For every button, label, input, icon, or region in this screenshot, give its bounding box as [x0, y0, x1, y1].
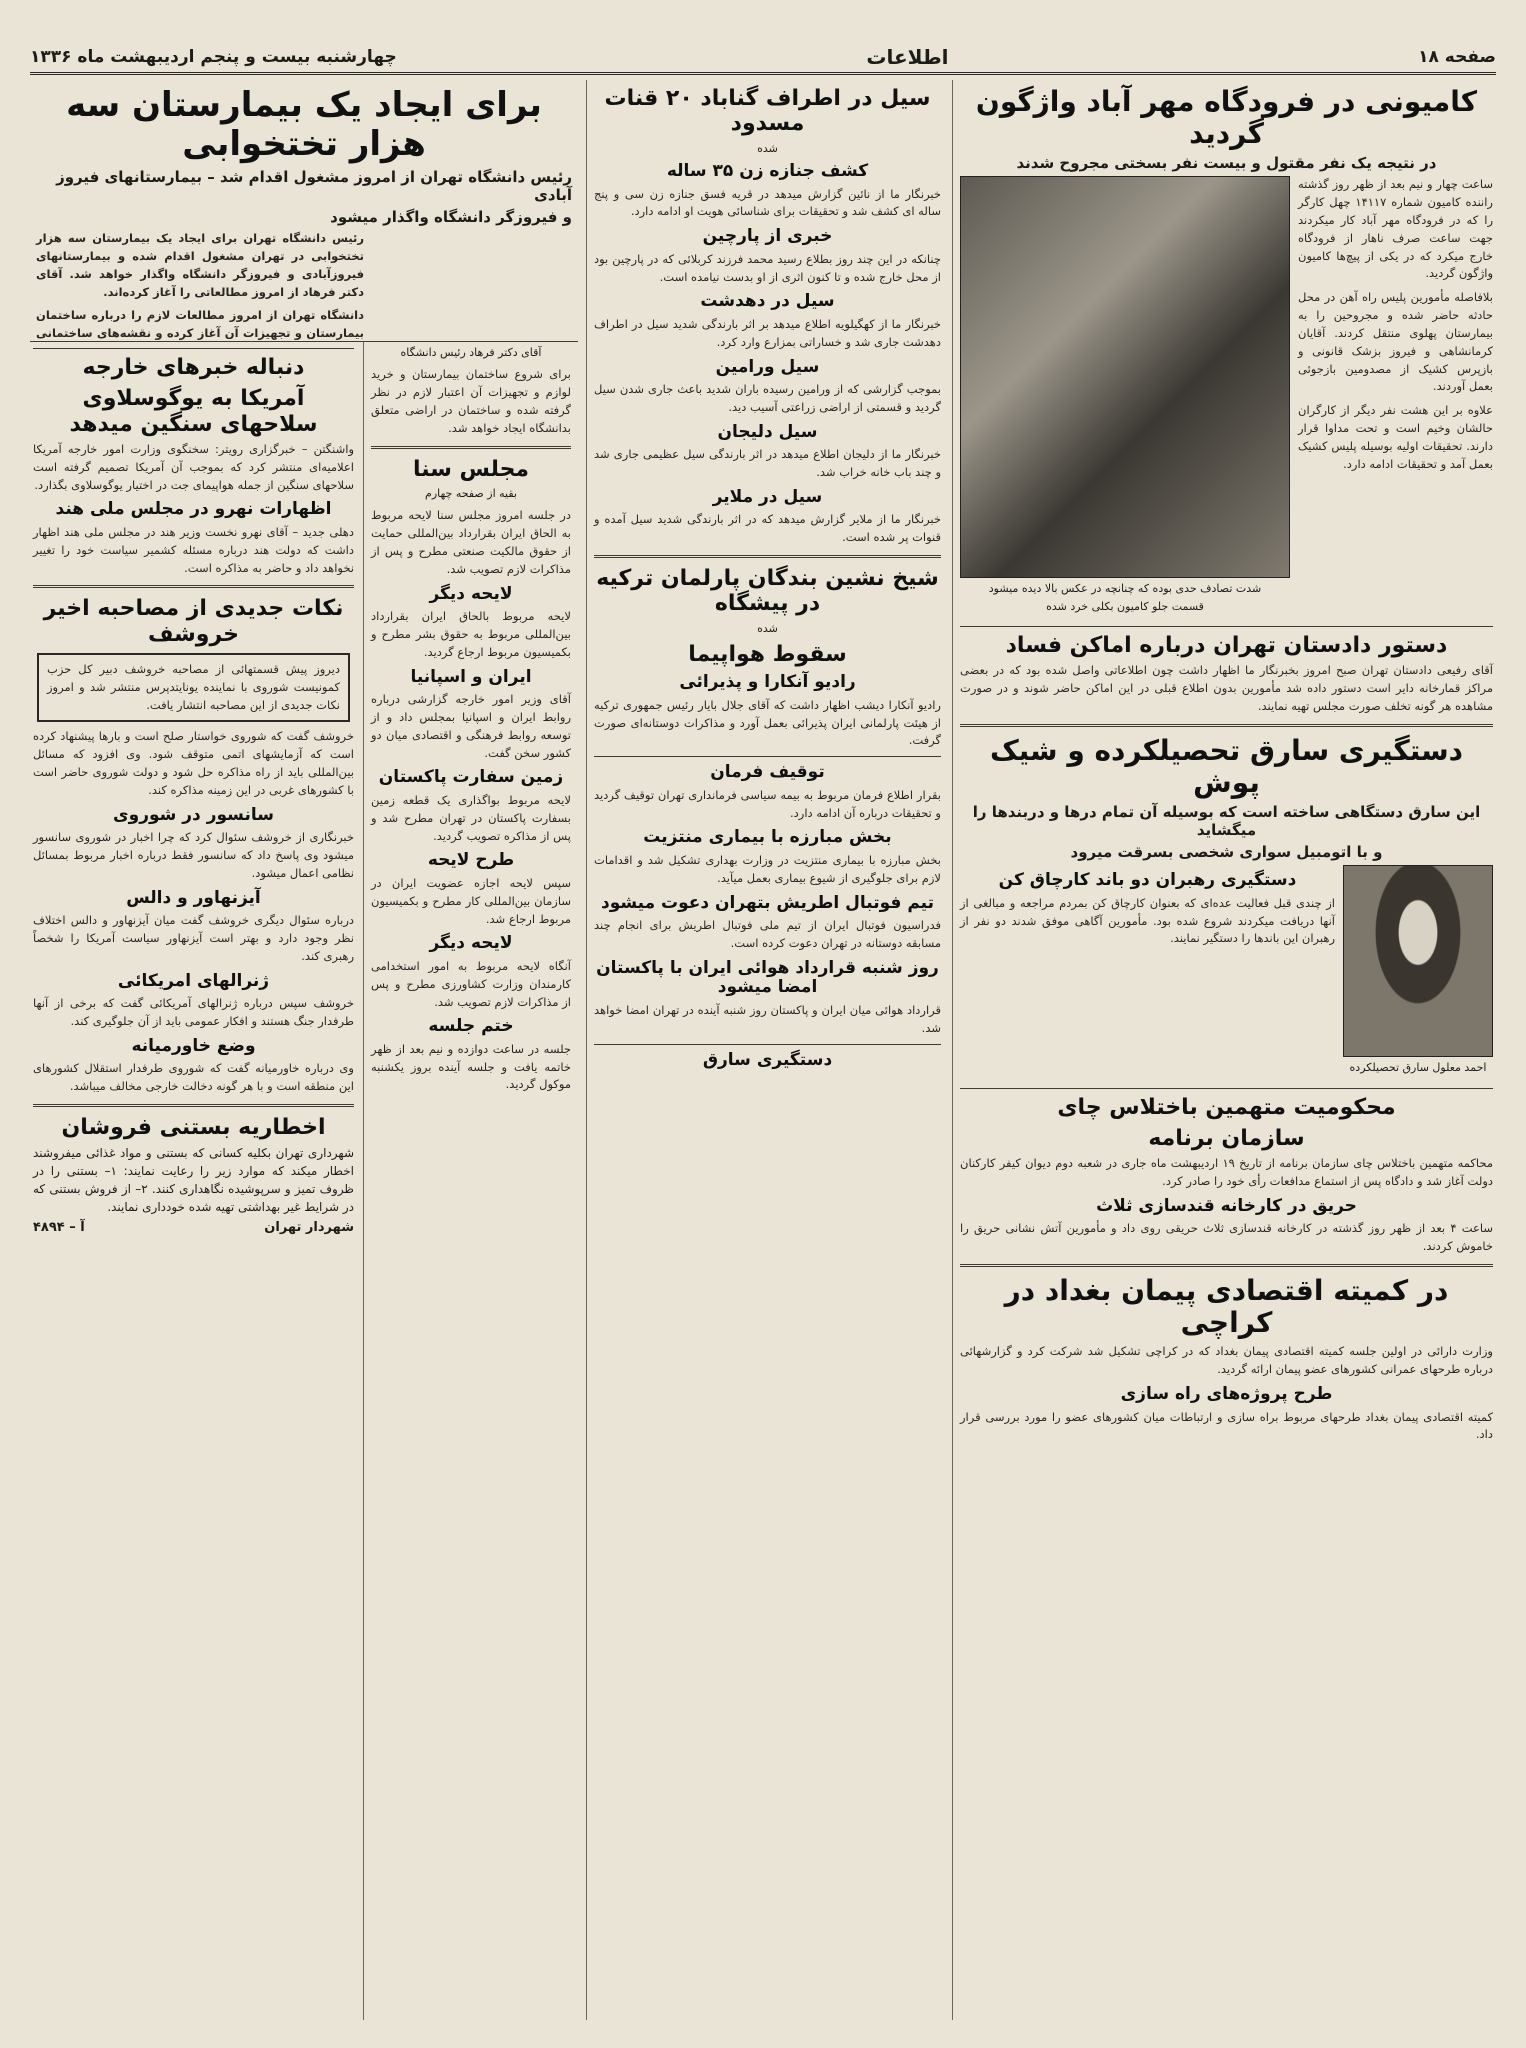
senate-note: بقیه از صفحه چهارم: [425, 486, 517, 500]
hospital-spread: [30, 80, 578, 342]
tea-embezzlement-body: محاکمه متهمین باختلاس چای سازمان برنامه از تاریخ ۱۹ اردیبهشت ماه جاری در شعبه دوم دیوان کیفر کارکنان دولت آغاز شد و دادگاه پس از استماع مدافعات رأی خود را صادر کرد.: [960, 1156, 1493, 1189]
iran-spain-headline: ایران و اسپانیا: [410, 666, 532, 687]
bill-plan-headline: طرح لایحه: [427, 850, 515, 871]
air-agreement-body: قرارداد هوائی میان ایران و پاکستان روز شنبه آینده در تهران امضا خواهد شد.: [594, 1002, 941, 1035]
prosecutor-order-body: آقای رفیعی دادستان تهران صبح امروز بخبرنگار ما اظهار داشت چون اطلاعاتی واصل شده بود که در بعضی مراکز قمارخانه دایر است دستور داده شد مأمورین بدون اطلاع قبلی در این اماکن حاضر شوند و در صورت مشاهده هر گونه تخلف صورت مجلس تهیه نمایند.: [960, 663, 1493, 714]
session-end-headline: ختم جلسه: [428, 1016, 514, 1037]
truck-photo-caption-2: قسمت جلو کامیون بکلی خرد شده: [1046, 599, 1204, 613]
iran-spain-body: آقای وزیر امور خارجه گزارشی درباره روابط ایران و اسپانیا بمجلس داد و از توسعه روابط فرهنگی و اقتصادی میان دو کشور سخن گفت.: [371, 692, 571, 760]
austria-football-headline: تیم فوتبال اطریش بتهران دعوت میشود: [600, 892, 934, 913]
paper-name: اطلاعات: [866, 45, 949, 69]
order-seized-headline: توقیف فرمان: [710, 762, 825, 783]
broker-gang-title: دستگیری رهبران دو باند کارچاق کن: [998, 870, 1297, 891]
us-yugoslavia-headline: آمریکا به یوگوسلاوی سلاحهای سنگین میدهد: [69, 386, 318, 437]
another-bill-body-2: آنگاه لایحه مربوط به امور استخدامی کارمندان وزارت کشاورزی مطرح و پس از مذاکرات لازم تصویب شد.: [371, 958, 571, 1009]
hospital-body-1: رئیس دانشگاه تهران برای ایجاد یک بیمارستان سه هزار تختخوابی در تهران مشغول اقدام شده و بیمارستانهای فیروزآبادی و فیروزگر دانشگاه واگذار خواهد شد. آقای دکتر فرهاد از امروز مطالعاتی را آغاز کرده‌اند.: [36, 231, 364, 299]
austria-football-body: فدراسیون فوتبال ایران از تیم ملی فوتبال اطریش برای انجام چند مسابقه دوستانه در تهران دعوت کرده است.: [594, 918, 941, 950]
center-left-column: [363, 80, 578, 2020]
american-generals-headline: ژنرالهای امریکائی: [117, 970, 270, 991]
sugar-fire-body: ساعت ۴ بعد از ظهر روز گذشته در کارخانه قندسازی ثلاث حریقی روی داد و مأمورین آتش نشانی حریق را خاموش کردند.: [960, 1221, 1494, 1254]
khrushchev-body: خروشف گفت که شوروی خواستار صلح است و بارها پیشنهاد کرده است که آزمایشهای اتمی متوقف شود. وی افزود که مسائل بین‌المللی باید از راه مذاکره حل شود و دولت شوروی حاضر است با کشورهای غربی در این زمینه مذاکره کند.: [33, 729, 354, 797]
another-bill-body-1: لایحه مربوط بالحاق ایران بقرارداد بین‌المللی مربوط به حقوق بشر مطرح و بکمیسیون مربوط ارجاع گردید.: [371, 609, 571, 659]
ankara-radio-body: رادیو آنکارا دیشب اظهار داشت که آقای جلال بایار رئیس جمهوری ترکیه از هیئت پارلمانی ایران پذیرائی بعمل آورد و مذاکرات دوستانه‌ای صورت گرفت.: [594, 697, 941, 748]
ankara-radio-title: رادیو آنکارا و پذیرائی: [679, 672, 856, 693]
tea-embezzlement-headline: محکومیت متهمین باختلاس چای: [1057, 1094, 1396, 1120]
tea-embezzlement-headline-2: سازمان برنامه: [1148, 1125, 1305, 1151]
sugar-fire-title: حریق در کارخانه قندسازی ثلاث: [1096, 1195, 1357, 1216]
parchin-title: خبری از پارچین: [702, 226, 833, 247]
right-column: [952, 80, 1500, 2020]
burglar-photo-caption: احمد معلول سارق تحصیلکرده: [1349, 1061, 1487, 1075]
page-number: صفحه ۱۸: [1418, 47, 1496, 67]
truck-accident-subhead: در نتیجه یک نفر مقتول و بیست نفر بسختی مجروح شدند: [1016, 154, 1437, 173]
censorship-body: خبرنگاری از خروشف سئوال کرد که چرا اخبار در شوروی سانسور میشود وی پاسخ داد که سانسور فقط درباره اخبار مربوط بمسائل نظامی اعمال میشود.: [33, 830, 354, 880]
session-end-body: جلسه در ساعت دوازده و نیم بعد از ظهر خاتمه یافت و جلسه آینده بروز یکشنبه موکول گردید.: [371, 1041, 571, 1092]
notice-signature: [33, 1220, 354, 1235]
another-bill-headline-1: لایحه دیگر: [429, 583, 513, 604]
prosecutor-order-headline: دستور دادستان تهران درباره اماکن فساد: [1005, 633, 1448, 659]
burglar-subhead-1: این سارق دستگاهی ساخته است که بوسیله آن تمام درها و دربندها را میگشاید: [972, 803, 1481, 840]
masthead: [30, 42, 1496, 75]
truck-accident-headline: کامیونی در فرودگاه مهر آباد واژگون گردید: [975, 85, 1478, 151]
thief-arrest-headline: دستگیری سارق: [702, 1049, 833, 1070]
truck-accident-body-3: علاوه بر این هشت نفر دیگر از کارگران حالشان وخیم است و تحت مداوا قرار دارند. تحقیقات اولیه بوسیله پلیس کشیک بعمل آمد و تحقیقات ادامه دارد.: [1298, 403, 1493, 471]
nehru-headline: اظهارات نهرو در مجلس ملی هند: [55, 499, 332, 520]
hospital-headline: برای ایجاد یک بیمارستان سه هزار تختخوابی: [66, 85, 542, 165]
khrushchev-box-text: دیروز پیش قسمتهائی از مصاحبه خروشف دبیر کل حزب کمونیست شوروی با نماینده یونایتدپرس منتشر شد و امروز نکات جدیدی از این مصاحبه انتشار یافت.: [47, 661, 340, 712]
road-projects-title: طرح پروژه‌های راه سازی: [1120, 1384, 1333, 1405]
nehru-body: دهلی جدید – آقای نهرو نخست وزیر هند در مجلس ملی هند اظهار داشت که دولت هند درباره مسئله کشمیر سیاست خود را تغییر نخواهد داد و حاضر به مذاکره است.: [33, 524, 354, 575]
broker-gang-body: از چندی قبل فعالیت عده‌ای که بعنوان کارچاق کن بمردم مراجعه و مبالغی از آنها دریافت میکردند شروع شده بود. مأمورین آگاهی موفق شدند دو نفر از رهبران این باندها را دستگیر نمایند.: [960, 895, 1335, 946]
senate-body: در جلسه امروز مجلس سنا لایحه مربوط به الحاق ایران بقرارداد بین‌المللی حمایت از حقوق مالکیت صنعتی مطرح و پس از مذاکرات لازم تصویب شد.: [371, 508, 571, 576]
american-generals-body: خروشف سپس درباره ژنرالهای آمریکائی گفت که برخی از آنها طرفدار جنگ هستند و افکار عمومی باید از آن جلوگیری کند.: [33, 996, 354, 1028]
eisenhower-dulles-headline: آیزنهاور و دالس: [126, 887, 261, 908]
notice-signature-left: آ – ۴۸۹۴: [33, 1220, 85, 1236]
malayer-flood-title: سیل در ملایر: [712, 486, 823, 507]
turkish-parliament-headline: شیخ نشین بندگان پارلمان ترکیه در پیشگاه: [596, 566, 939, 617]
left-column: [26, 80, 361, 2020]
dehdasht-flood-body: خبرنگار ما از کهگیلویه اطلاع میدهد بر اثر بارندگی شدید سیل در اطراف دهدشت جاری شد و خساراتی بمزارع وارد کرد.: [594, 316, 941, 349]
meningitis-headline: بخش مبارزه با بیماری منتزیت: [643, 827, 892, 848]
hospital-subhead-1: رئیس دانشگاه تهران از امروز مشغول اقدام شد – بیمارستانهای فیروز آبادی: [56, 168, 572, 205]
notice-signature-right: شهردار تهران: [264, 1220, 354, 1236]
university-president-caption: آقای دکتر فرهاد رئیس دانشگاه: [400, 346, 542, 359]
us-yugoslavia-body: واشنگتن – خبرگزاری رویتر: سخنگوی وزارت امور خارجه آمریکا اعلامیه‌ای منتشر کرد که بموجب آن آمریکا تصمیم گرفته است سلاحهای سنگین از جمله هواپیمای جت در اختیار یوگوسلاوی بگذارد.: [33, 441, 354, 492]
baghdad-pact-body: وزارت دارائی در اولین جلسه کمیته اقتصادی پیمان بغداد که در کراچی تشکیل شد شرکت کرد و گزارشهائی درباره طرحهای عمرانی کشورهای عضو پیمان ارائه گردید.: [960, 1344, 1493, 1377]
burglar-portrait: [1343, 865, 1493, 1057]
hospital-body-2: دانشگاه تهران از امروز مطالعات لازم را درباره ساختمان بیمارستان و تجهیزات آن آغاز کرده و نقشه‌های ساختمانی: [36, 308, 364, 341]
dehdasht-flood-title: سیل در دهدشت: [700, 291, 835, 312]
issue-date: چهارشنبه بیست و پنجم اردیبهشت ماه ۱۳۳۶: [30, 47, 397, 67]
varamin-flood-title: سیل ورامین: [715, 356, 820, 377]
gonabad-flood-headline: سیل در اطراف گناباد ۲۰ قنات مسدود: [604, 86, 931, 137]
malayer-flood-body: خبرنگار ما از ملایر گزارش میدهد که در اثر بارندگی شدید سیل آمده و قنوات پر شده است.: [594, 512, 941, 545]
plane-crash-headline: سقوط هواپیما: [688, 642, 847, 667]
another-bill-headline-2: لایحه دیگر: [429, 933, 513, 954]
meningitis-body: بخش مبارزه با بیماری منتزیت در وزارت بهداری تشکیل شد و اقدامات لازم برای جلوگیری از شیوع بیماری بعمل میآید.: [594, 853, 941, 885]
parchin-body: چنانکه در این چند روز بطلاع رسید محمد فرزند کربلائی که در پارچین بود از محل خارج شده و تا کنون اثری از او بدست نیامده است.: [594, 251, 941, 284]
delijan-flood-body: خبرنگار ما از دلیجان اطلاع میدهد در اثر بارندگی سیل عظیمی جاری شد و چند باب خانه خراب شد.: [594, 447, 941, 480]
gonabad-flood-note: شده: [757, 141, 778, 155]
censorship-headline: سانسور در شوروی: [113, 804, 274, 825]
air-agreement-headline: روز شنبه قرارداد هوائی ایران با پاکستان امضا میشود: [596, 957, 939, 998]
khrushchev-interview-headline: نکات جدیدی از مصاحبه اخیر خروشف: [43, 596, 344, 647]
varamin-flood-body: بموجب گزارشی که از ورامین رسیده باران شدید باعث جاری شدن سیل گردید و قسمتی از اراضی زراعتی آسیب دید.: [594, 382, 941, 414]
truck-accident-body-1: ساعت چهار و نیم بعد از ظهر روز گذشته راننده کامیون شماره ۱۴۱۱۷ چهل کارگر را که در فرودگاه مهر آباد کار میکردند جهت ساعت صرف ناهار از فرودگاه خارج میکرد که در یکی از پیچ‌ها کامیون واژگون گردید.: [1298, 177, 1493, 281]
body-found-title: کشف جنازه زن ۳۵ ساله: [666, 160, 869, 181]
bill-plan-body: سپس لایحه اجازه عضویت ایران در سازمان بین‌المللی کار مطرح و بکمیسیون مربوط ارجاع شد.: [371, 875, 571, 926]
middle-east-headline: وضع خاورمیانه: [131, 1035, 256, 1056]
khrushchev-box: [37, 653, 350, 722]
baghdad-pact-headline: در کمیته اقتصادی پیمان بغداد در کراچی: [1004, 1274, 1449, 1340]
senate-headline: مجلس سنا: [412, 456, 530, 482]
truck-photo-caption-1: شدت تصادف حدی بوده که چنانچه در عکس بالا دیده میشود: [988, 582, 1262, 596]
center-right-column: [586, 80, 948, 2020]
delijan-flood-title: سیل دلیجان: [717, 421, 818, 442]
order-seized-body: بقرار اطلاع فرمان مربوط به بیمه سیاسی فرمانداری تهران توقیف گردید و تحقیقات درباره آن ادامه دارد.: [594, 787, 941, 820]
truck-accident-photo: [960, 176, 1290, 578]
pakistan-embassy-body: لایحه مربوط بواگذاری یک قطعه زمین بسفارت پاکستان در تهران مطرح شد و پس از مذاکره تصویب گردید.: [371, 792, 571, 843]
burglar-headline: دستگیری سارق تحصیلکرده و شیک پوش: [989, 733, 1464, 800]
burglar-subhead-2: و با اتومبیل سواری شخصی بسرقت میرود: [1070, 843, 1383, 862]
hospital-subhead-2: و فیروزگر دانشگاه واگذار میشود: [330, 208, 572, 227]
hospital-funding-body: برای شروع ساختمان بیمارستان و خرید لوازم و تجهیزات آن اعتبار لازم در نظر گرفته شده و ساختمان در اراضی متعلق بدانشگاه ایجاد خواهد شد.: [371, 367, 571, 435]
foreign-news-continued-headline: دنباله خبرهای خارجه: [82, 355, 305, 380]
eisenhower-dulles-body: درباره سئوال دیگری خروشف گفت میان آیزنهاور و دالس اختلاف نظر وجود دارد و بهتر است آیزنهاور سیاست آمریکا را شخصاً رهبری کند.: [33, 913, 354, 963]
ice-cream-notice-headline: اخطاریه بستنی فروشان: [61, 1114, 326, 1140]
ice-cream-notice-body: شهرداری تهران بکلیه کسانی که بستنی و مواد غذائی میفروشند اخطار میکند که موارد زیر را رعایت نمایند: ۱– بستنی را در ظروف تمیز و سرپوشیده نگاهداری کنند. ۲– از فروش بستنی که در شرایط غیر بهداشتی تهیه شده خودداری نمایند.: [33, 1146, 354, 1215]
body-found-body: خبرنگار ما از نائین گزارش میدهد در قریه فسق جنازه زن سی و پنج ساله ای کشف شد و تحقیقات برای شناسائی هویت او ادامه دارد.: [594, 186, 941, 219]
road-projects-body: کمیته اقتصادی پیمان بغداد طرحهای مربوط براه سازی و ارتباطات میان کشورهای عضو را مورد بررسی قرار داد.: [960, 1409, 1493, 1442]
middle-east-body: وی درباره خاورمیانه گفت که شوروی طرفدار استقلال کشورهای این منطقه است و با هر گونه دخالت خارجی مخالف میباشد.: [33, 1061, 354, 1094]
pakistan-embassy-headline: زمین سفارت پاکستان: [378, 767, 564, 788]
turkish-parliament-note: شده: [757, 621, 778, 635]
truck-accident-body-2: بلافاصله مأمورین پلیس راه آهن در محل حادثه حاضر شده و مجروحین را به بیمارستان پهلوی منتقل کردند. آقایان کرمانشاهی و فیروز بزشک قانونی و بازپرس کشیک از مصدومین بازجوئی بعمل آوردند.: [1298, 290, 1493, 394]
